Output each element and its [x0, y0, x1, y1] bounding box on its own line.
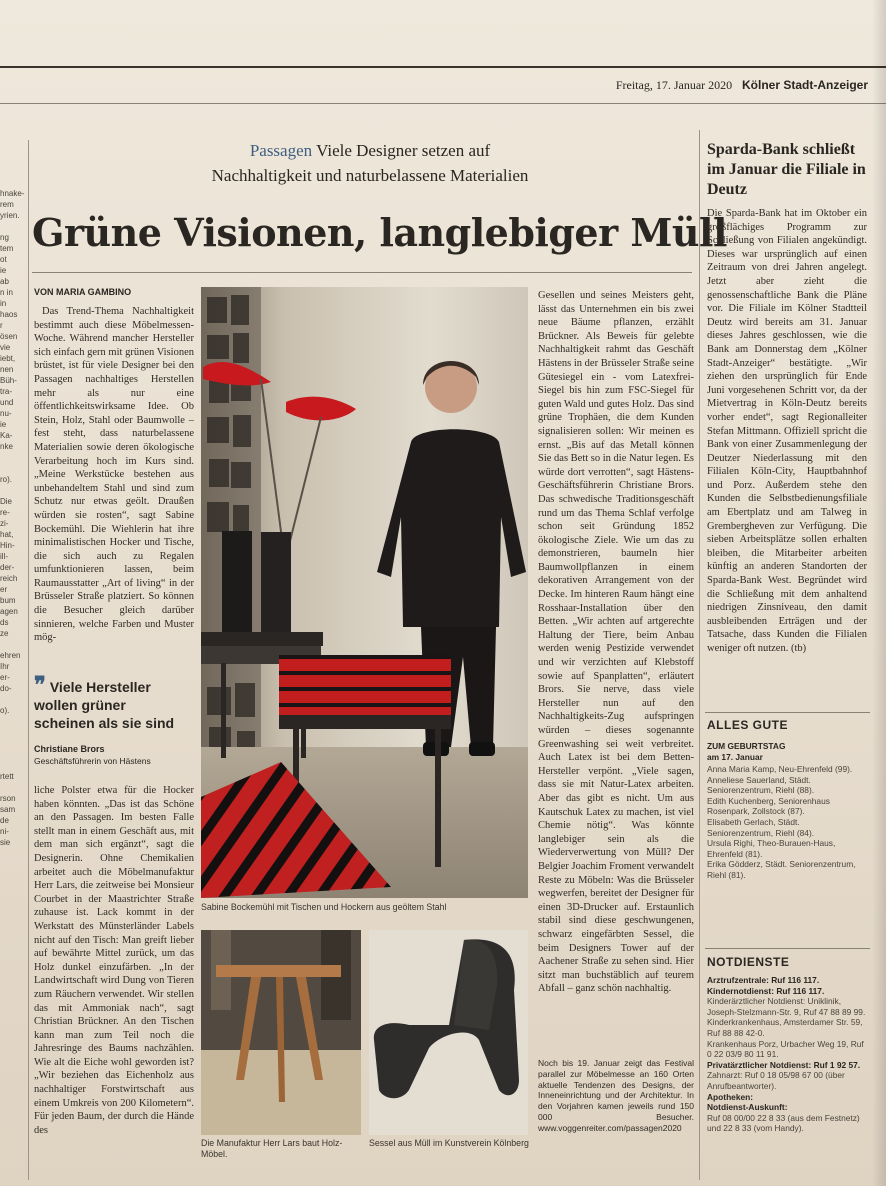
pull-quote-text: Viele Hersteller wollen grüner scheinen als sie sind — [34, 679, 175, 731]
left-edge-fragment: Büh- — [0, 376, 17, 385]
left-edge-fragment: vie — [0, 343, 11, 352]
left-edge-fragment: rtett — [0, 772, 14, 781]
article-column-1 — [34, 305, 194, 665]
article-paragraph: Gesellen und seines Meisters geht, lässt das Unternehmen ein bis zwei neue Bäume pflanzen, erzählt Brückner. Als Beweis für gelebte Nachhaltigkeit rahmt das Geschäft Hästens in der Brüsseler Straße seine Gütesiegel ein - vom Latexfrei-Siegel bis hin zum FSC-Siegel für guten Wald und gutes Holz. Das sind grüne Trophäen, die dem Kunden signalisieren sollen: Wir meinen es ernst. „Bis auf das Metall können Sie das Bett so in die Natur legen. Es würde dort verrotten“, sagt Hästens-Geschäftsführerin Christiane Brors. Das schwedische Traditionsgeschäft rund um das Thema Schlaf verfolge schon seit Gründung 1852 ökologische Ziele. Wie um das zu demonstrieren, baumeln hier Baumwollpflanzen in einem dekorativen Arrangement von der Decke. Im hinteren Raum hängt eine Rosshaar-Installation über den Betten. „Wir achten auf artgerechte Haltung der Tiere, beim Anbau werden wenig Pestizide verwendet und wir verzichten auf Klebstoff sowie auf Spanplatten“, erläutert Brors. Sie nerve, dass viele Hersteller nun auf den Nachhaltigkeits-Zug aufspringen würden – dieses sogenannte Greenwashing sei weit verbreitet. Auch Latex ist bei dem Betten-Hersteller verpönt. „Viele sagen, dass sie mit Natur-Latex arbeiten. Aber das gibt es nicht. Um aus Kautschuk Latex zu machen, ist viel Chemie nötig“. Was könnte langlebiger sein als die Wiederverwertung von Müll? Der Belgier Joachim Froment verwandelt Reste zu Möbeln: Was die Brüsseler wegwerfen, bereitet der Designer für einen 3D-Drucker auf. Erstaunlich stabil sind diese geschwungenen, schwarz eingefärbten Sessel, die beim Designers Tower auf der Aachener Straße zu sehen sind. Hier sitzt man buchstäblich auf teurem Abfall – ganz schön nachhaltig. — [538, 290, 694, 995]
birthday-entry: Elisabeth Gerlach, Städt. Seniorenzentrum, Riehl (84). — [707, 816, 815, 838]
left-edge-fragment: ösen — [0, 332, 18, 341]
left-edge-fragment: ni- — [0, 827, 9, 836]
left-edge-fragment: hat, — [0, 530, 14, 539]
left-edge-fragment: Die — [0, 497, 13, 506]
left-edge-fragment — [0, 716, 26, 727]
left-edge-fragment: ds — [0, 618, 9, 627]
info-text: Noch bis 19. Januar zeigt das Festival parallel zur Möbelmesse an 160 Orten aktuelle Tendenzen des Designs, der Inneneinrichtung und der Architektur. In den Vorjahren kamen jeweils rund 150 000 Besucher. www.voggenreiter.com/passagen2020 — [538, 1058, 694, 1133]
left-edge-fragment: r — [0, 321, 3, 330]
notdienst-entry: Arztrufzentrale: Ruf 116 117. — [707, 975, 820, 985]
left-edge-fragment — [0, 452, 26, 463]
left-edge-fragment: n in — [0, 288, 13, 297]
alles-gute-title: ALLES GUTE — [707, 718, 789, 732]
sidebar-rule — [705, 712, 870, 713]
headline-rule — [32, 272, 692, 273]
article-kicker — [120, 138, 620, 188]
left-edge-fragment — [0, 738, 26, 749]
left-edge-fragment: und — [0, 398, 14, 407]
left-edge-fragment — [0, 639, 26, 650]
left-edge-fragment — [0, 463, 26, 474]
left-edge-fragment: tra- — [0, 387, 12, 396]
table-photo — [201, 930, 361, 1135]
birthday-entry: Ursula Righi, Theo-Burauen-Haus, Ehrenfeld (81). — [707, 838, 836, 859]
kicker-line-1: Viele Designer setzen auf — [316, 141, 491, 160]
notdienste-title: NOTDIENSTE — [707, 955, 790, 969]
left-edge-fragment: sie — [0, 838, 11, 847]
left-edge-fragment: zi- — [0, 519, 9, 528]
left-edge-fragment: der- — [0, 563, 15, 572]
left-edge-fragment: nke — [0, 442, 13, 451]
left-edge-fragment: de — [0, 816, 9, 825]
left-edge-fragment: sam — [0, 805, 16, 814]
left-edge-fragment: rem — [0, 200, 14, 209]
left-edge-fragment — [0, 782, 26, 793]
article-column-1b — [34, 784, 194, 1174]
left-edge-fragment: er — [0, 585, 8, 594]
left-edge-fragment — [0, 749, 26, 760]
main-photo — [201, 287, 528, 898]
left-edge-fragment: nu- — [0, 409, 12, 418]
left-edge-fragment: re- — [0, 508, 10, 517]
sidebar-headline: Sparda-Bank schließt im Januar die Filiale in Deutz — [707, 141, 866, 198]
issue-date: Freitag, 17. Januar 2020 — [615, 78, 733, 92]
page-edge-shadow — [872, 0, 886, 1186]
left-edge-fragment: ze — [0, 629, 9, 638]
left-edge-fragment: ie — [0, 420, 7, 429]
birthday-head: ZUM GEBURTSTAG — [707, 741, 786, 751]
left-edge-fragment: in — [0, 299, 7, 308]
left-edge-fragment: haos — [0, 310, 18, 319]
column-divider — [699, 130, 700, 1180]
left-edge-fragment — [0, 727, 26, 738]
sidebar-paragraph: Die Sparda-Bank hat im Oktober ein großflächiges Programm zur Schließung von Filialen angekündigt. Dieses war ursprünglich auf einen Zeitraum von drei Jahren angelegt. Jetzt aber zieht die genossenschaftliche Bank die Pläne vor. Die Filiale im Kölner Stadtteil Deutz wird bereits am 31. Januar dieses Jahres geschlossen, wie die Bank am Donnerstag dem „Kölner Stadt-Anzeiger“ bestätigte. „Wir ziehen den ursprünglich für Ende Juni vorgesehenen Schritt vor, da der Mietvertrag in Köln-Deutz bereits vorher endet“, sagt Regionalleiter Stefan Mittmann. Offiziell spricht die Bank von einer Zusammenlegung der Deutzer Niederlassung mit den Filialen Köln-City, Hauptbahnhof und Porz. Außerdem stehe den Kunden die Selbstbedienungsfiliale am Ebertplatz und am Talweg in Grembergheven zur Verfügung. Die sieben Arbeitsplätze sollen erhalten bleiben, die Mitarbeiter arbeiten künftig an anderen Standorten der Sparda-Bank West. Begründet wird die Schließung mit dem anhaltend niedrigen Zinsniveau, den damit ausbleibenden Erträgen und der Tatsache, dass Kunden die Filialen weniger oft nutzen. (tb) — [707, 208, 867, 654]
article-author: VON MARIA GAMBINO — [34, 287, 132, 297]
birthday-entry: Anna Maria Kamp, Neu-Ehrenfeld (99). — [707, 764, 853, 774]
sidebar-text — [707, 207, 867, 712]
left-edge-fragment: do- — [0, 684, 12, 693]
left-edge-fragment — [0, 694, 26, 705]
left-edge-fragment: yrien. — [0, 211, 20, 220]
left-edge-fragment: ot — [0, 255, 7, 264]
chair-photo — [369, 930, 528, 1135]
header-rule — [0, 66, 886, 68]
notdienst-entry: Apotheken: — [707, 1091, 754, 1102]
left-edge-fragment: ehren — [0, 651, 21, 660]
left-edge-fragment — [0, 221, 26, 232]
pull-quote — [34, 672, 184, 732]
article-column-3 — [538, 289, 694, 1057]
sidebar-rule — [705, 948, 870, 949]
left-edge-fragment: bum — [0, 596, 16, 605]
birthday-entry: Anneliese Sauerland, Städt. Seniorenzentrum, Riehl (88). — [707, 774, 815, 796]
left-edge-fragment: ro). — [0, 475, 12, 484]
left-edge-fragment: Ka- — [0, 431, 13, 440]
main-photo-image — [201, 287, 528, 898]
chair-photo-caption: Sessel aus Müll im Kunstverein Kölnberg — [369, 1138, 529, 1148]
notdienst-entry: Kinderärztlicher Notdienst: Uniklinik, Joseph-Stelzmann-Str. 9, Ruf 47 88 89 99. — [707, 996, 866, 1017]
article-headline: Grüne Visionen, langlebiger Müll — [32, 210, 727, 255]
left-edge-fragment — [0, 760, 26, 771]
birthday-entry: Erika Gödderz, Städt. Seniorenzentrum, Riehl (81). — [707, 859, 856, 880]
kicker-line-2: Nachhaltigkeit und naturbelassene Materialien — [211, 166, 529, 185]
notdienst-entry: Ruf 08 00/00 22 8 33 (aus dem Festnetz) und 22 8 33 (vom Handy). — [707, 1112, 860, 1134]
table-photo-caption: Die Manufaktur Herr Lars baut Holz-Möbel. — [201, 1138, 343, 1159]
notdienst-entry: Notdienst-Auskunft: — [707, 1102, 788, 1113]
page-meta — [616, 78, 868, 93]
left-edge-fragment: Hin- — [0, 541, 15, 550]
left-edge-fragment: agen — [0, 607, 18, 616]
left-edge-fragment: Ihr — [0, 662, 10, 671]
article-paragraph: liche Polster etwa für die Hocker haben könnten. „Das ist das Schöne an den Passagen. Im besten Falle stellt man in einem Geschäft aus, mit dem man sich ergänzt“, sagt die Designerin. Ohne Chemikalien arbeitet auch die Möbelmanufaktur Herr Lars, die zeitweise bei Monsieur Courbet in der Maastrichter Straße zuhause ist. Lack kommt in der Werkstatt des Münsterländer Labels nicht auf den Tisch: Man greift lieber auf bewährte Mittel zurück, um das Holz dunkel einzufärben. „In der Landwirtschaft wird Dung von Tieren zum Räuchern verwendet. Wir stellen das mit Ammoniak nach“, sagt Christian Brückner. An den Tischen kann man zum Teil noch die Jahresringe des Baums nachzählen. Wie alt die Eiche wohl geworden ist? „Wir beziehen das Eichenholz aus nachhaltiger Forstwirtschaft aus einem Umkreis von 200 Kilometern“. Für jeden Baum, der durch die Hände des — [34, 785, 194, 1136]
notdienst-entry: Kindernotdienst: Ruf 116 117. — [707, 985, 825, 996]
notdienst-entry: Krankenhaus Porz, Urbacher Weg 19, Ruf 0 22 03/9 80 11 91. — [707, 1038, 864, 1060]
birthday-date: am 17. Januar — [707, 752, 763, 762]
left-edge-fragment: er- — [0, 673, 10, 682]
left-edge-fragment — [0, 485, 26, 496]
notdienst-entry: Kinderkrankenhaus, Amsterdamer Str. 59, Ruf 88 88 42-0. — [707, 1017, 863, 1038]
notdienst-entry: Zahnarzt: Ruf 0 18 05/98 67 00 (über Anrufbeantworter). — [707, 1070, 845, 1091]
main-photo-caption: Sabine Bockemühl mit Tischen und Hockern aus geöltem Stahl — [201, 902, 447, 912]
left-edge-fragment: ng — [0, 233, 9, 242]
left-edge-fragment: tem — [0, 244, 14, 253]
chair-photo-image — [369, 930, 528, 1135]
quote-role: Geschäftsführerin von Hästens — [34, 756, 151, 766]
quote-mark-icon: ❞ — [34, 672, 46, 697]
notdienste-list — [707, 975, 867, 1180]
left-edge-fragment: nen — [0, 365, 14, 374]
left-edge-fragment: ie — [0, 266, 7, 275]
left-edge-column — [0, 188, 26, 1178]
table-photo-image — [201, 930, 361, 1135]
header-rule-thin — [0, 103, 886, 104]
column-divider — [28, 140, 29, 1180]
article-paragraph: Das Trend-Thema Nachhaltigkeit bestimmt auch diese Möbelmessen-Woche. Während mancher Hersteller sich einfach gern mit grünen Visionen brüstet, ist für viele Designer bei den Passagen nachhaltiges Herstellen mehr als nur eine öffentlichkeitswirksame Idee. Ob Stein, Holz, Stahl oder Baumwolle – fest steht, dass naturbelassene Materialien sowie deren ökologische Verarbeitung hoch im Kurs sind. „Meine Werkstücke bestehen aus unbehandeltem Stahl und sind zum Schutz nur etwas geölt. Draußen würden sie rosten“, sagt Sabine Bockemühl. Die Wiehlerin hat ihre minimalistischen Hocker und Tische, die sich auch zu Regalen umfunktionieren lassen, beim Raumausstatter „Art of living“ in der Brüsseler Straße platziert. So können die Besucher gleich darüber sinnieren, welche Farben und Muster mög- — [34, 306, 194, 644]
left-edge-fragment: o). — [0, 706, 10, 715]
left-edge-fragment: rson — [0, 794, 16, 803]
info-box — [538, 1058, 694, 1178]
left-edge-fragment: ab — [0, 277, 9, 286]
left-edge-fragment: iebt, — [0, 354, 16, 363]
quote-name: Christiane Brors — [34, 744, 105, 754]
notdienst-entry: Privatärztlicher Notdienst: Ruf 1 92 57. — [707, 1059, 861, 1070]
birthday-list — [707, 764, 867, 881]
left-edge-fragment: reich — [0, 574, 18, 583]
left-edge-fragment: hnake- — [0, 189, 25, 198]
newspaper-name: Kölner Stadt-Anzeiger — [741, 78, 868, 92]
birthday-entry: Edith Kuchenberg, Seniorenhaus Rosenpark, Zollstock (87). — [707, 795, 830, 817]
kicker-tag: Passagen — [249, 141, 313, 160]
left-edge-fragment: ill- — [0, 552, 8, 561]
